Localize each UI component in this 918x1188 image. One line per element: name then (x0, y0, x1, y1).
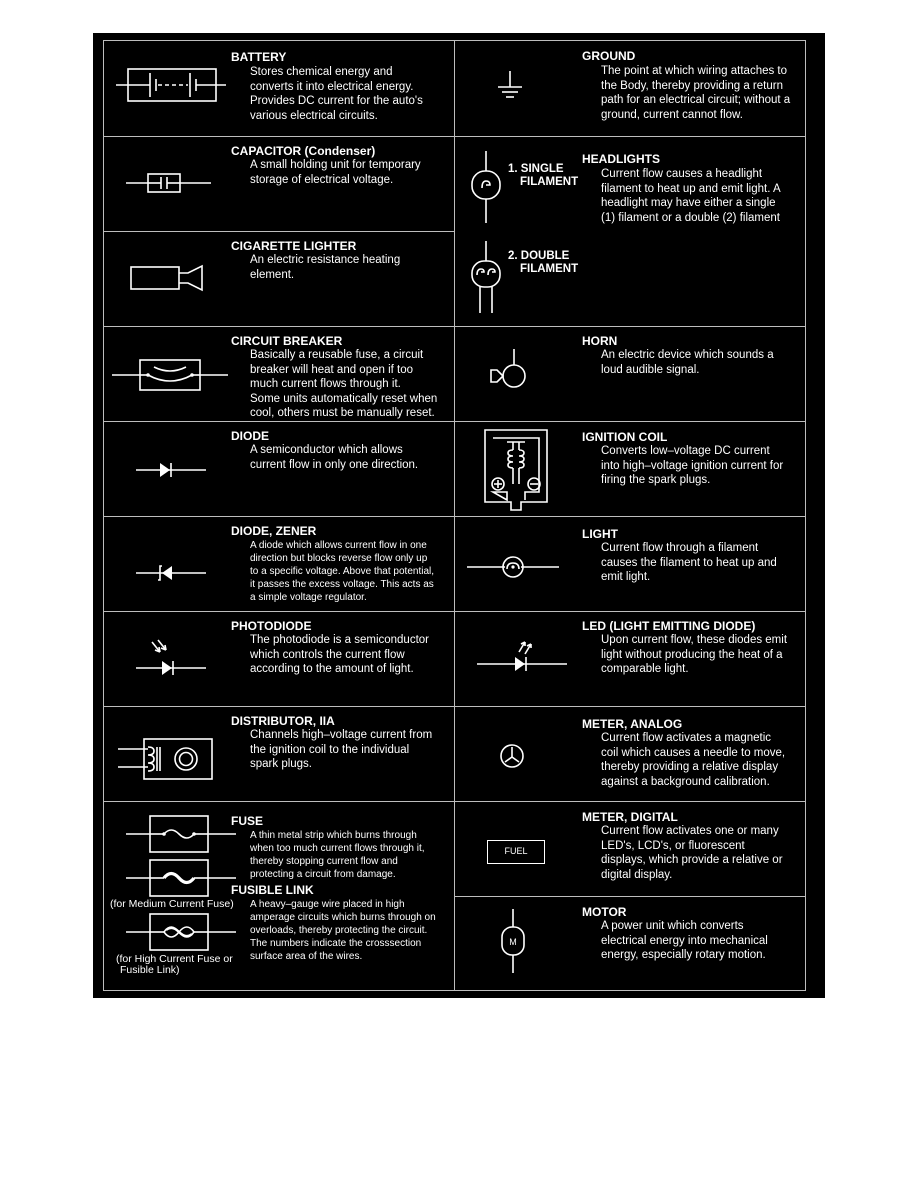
led-icon (477, 638, 567, 674)
high-current-fuse-icon (126, 910, 236, 954)
cell-diode-zener (103, 516, 455, 612)
meter-analog-title: METER, ANALOG (582, 717, 683, 731)
cell-motor (454, 896, 806, 991)
fusible-link-desc: A heavy–gauge wire placed in high amperage circuits which burns through on overloads, thereby protecting the circuit. The numbers indicate the crosssection surface area of the wires. (250, 899, 436, 962)
ignition-coil-desc: Converts low–voltage DC current into high–voltage ignition current for firing the spark plugs. (601, 445, 784, 487)
ignition-coil-icon (483, 428, 549, 512)
led-title: LED (LIGHT EMITTING DIODE) (582, 619, 756, 633)
horn-desc: An electric device which sounds a loud audible signal. (601, 349, 774, 376)
cigarette-lighter-desc: An electric resistance heating element. (250, 254, 401, 281)
distributor-desc: Channels high–voltage current from the ignition coil to the individual spark plugs. (250, 729, 433, 771)
meter-digital-title: METER, DIGITAL (582, 810, 678, 824)
battery-title: BATTERY (231, 50, 287, 64)
ground-desc: The point at which wiring attaches to the Body, thereby providing a return path for an electrical circuit; without a ground, current cannot flow. (601, 65, 791, 121)
headlights-desc: Current flow causes a headlight filament to heat up and emit light. A headlight may have either a single (1) filament or a double (2) filament (601, 168, 781, 224)
cell-distributor (103, 706, 455, 802)
high-fuse-caption: (for High Current Fuse or Fusible Link) (116, 953, 233, 976)
fusible-link-title: FUSIBLE LINK (231, 883, 314, 897)
photodiode-icon (136, 640, 206, 676)
cell-ignition-coil (454, 421, 806, 517)
battery-symbol-icon (116, 65, 226, 105)
motor-desc: A power unit which converts electrical energy into mechanical energy, especially rotary motion. (601, 920, 768, 962)
diode-title: DIODE (231, 429, 270, 443)
double-filament-label: 2. DOUBLE FILAMENT (508, 250, 579, 275)
cell-ground (454, 40, 806, 137)
cell-fuse (103, 801, 455, 991)
cell-horn (454, 326, 806, 422)
cell-led (454, 611, 806, 707)
medium-fuse-caption: (for Medium Current Fuse) (110, 898, 234, 910)
cell-diode (103, 421, 455, 517)
cell-battery (103, 40, 455, 137)
cell-headlights (454, 136, 806, 327)
capacitor-symbol-icon (126, 171, 211, 195)
fuse-desc: A thin metal strip which burns through when too much current flows through it, thereby stopping current flow and protecting a circuit from damage. (250, 830, 425, 880)
analog-meter-icon (499, 743, 525, 769)
fuse-title: FUSE (231, 814, 264, 828)
horn-icon (489, 349, 533, 397)
cell-meter-analog (454, 706, 806, 802)
cell-circuit-breaker (103, 326, 455, 422)
distributor-icon (118, 737, 214, 781)
medium-current-fuse-icon (126, 856, 236, 900)
distributor-title: DISTRIBUTOR, IIA (231, 714, 335, 728)
zener-diode-icon (136, 563, 206, 583)
meter-digital-desc: Current flow activates one or many LED's, LCD's, or fluorescent displays, which provide a relative or digital display. (601, 825, 783, 881)
light-desc: Current flow through a filament causes the filament to heat up and emit light. (601, 542, 777, 584)
digital-meter-display: FUEL (487, 840, 545, 864)
diode-desc: A semiconductor which allows current flow in only one direction. (250, 444, 419, 471)
light-bulb-icon (467, 555, 559, 579)
diode-zener-title: DIODE, ZENER (231, 524, 317, 538)
motor-title: MOTOR (582, 905, 627, 919)
ground-title: GROUND (582, 49, 636, 63)
cigarette-lighter-icon (130, 264, 206, 292)
capacitor-desc: A small holding unit for temporary storage of electrical voltage. (250, 159, 421, 186)
meter-analog-desc: Current flow activates a magnetic coil which causes a needle to move, thereby providing a relative display against a background calibration. (601, 732, 786, 788)
symbol-chart (93, 33, 825, 998)
ground-icon (497, 71, 523, 101)
circuit-breaker-icon (112, 357, 228, 393)
headlights-title: HEADLIGHTS (582, 152, 660, 166)
cell-capacitor (103, 136, 455, 232)
diode-icon (136, 462, 206, 478)
motor-icon (501, 909, 525, 973)
horn-title: HORN (582, 334, 618, 348)
battery-desc: Stores chemical energy and converts it into electrical energy. Provides DC current for the auto's various electrical circuits. (250, 66, 423, 122)
svg-text:M: M (509, 937, 517, 947)
cell-photodiode (103, 611, 455, 707)
cell-light (454, 516, 806, 612)
capacitor-title: CAPACITOR (Condenser) (231, 144, 376, 158)
circuit-breaker-desc: Basically a reusable fuse, a circuit breaker will heat and open if too much current flows through it. Some units automatically reset when cool, others must be manually reset. (250, 349, 438, 420)
single-filament-label: 1. SINGLE FILAMENT (508, 163, 579, 188)
cigarette-lighter-title: CIGARETTE LIGHTER (231, 239, 357, 253)
photodiode-title: PHOTODIODE (231, 619, 312, 633)
double-filament-headlight-icon (469, 241, 503, 313)
led-desc: Upon current flow, these diodes emit light without producing the heat of a comparable light. (601, 634, 788, 676)
single-filament-headlight-icon (469, 151, 503, 223)
circuit-breaker-title: CIRCUIT BREAKER (231, 334, 343, 348)
cell-meter-digital (454, 801, 806, 897)
cell-cigarette-lighter (103, 231, 455, 327)
ignition-coil-title: IGNITION COIL (582, 430, 668, 444)
photodiode-desc: The photodiode is a semiconductor which controls the current flow according to the amount of light. (250, 634, 429, 676)
light-title: LIGHT (582, 527, 618, 541)
fuse-icon (126, 812, 236, 856)
diode-zener-desc: A diode which allows current flow in one direction but blocks reverse flow only up to a specific voltage. Above that potential, it passes the excess voltage. This acts as a simple voltage regulator. (250, 540, 435, 603)
